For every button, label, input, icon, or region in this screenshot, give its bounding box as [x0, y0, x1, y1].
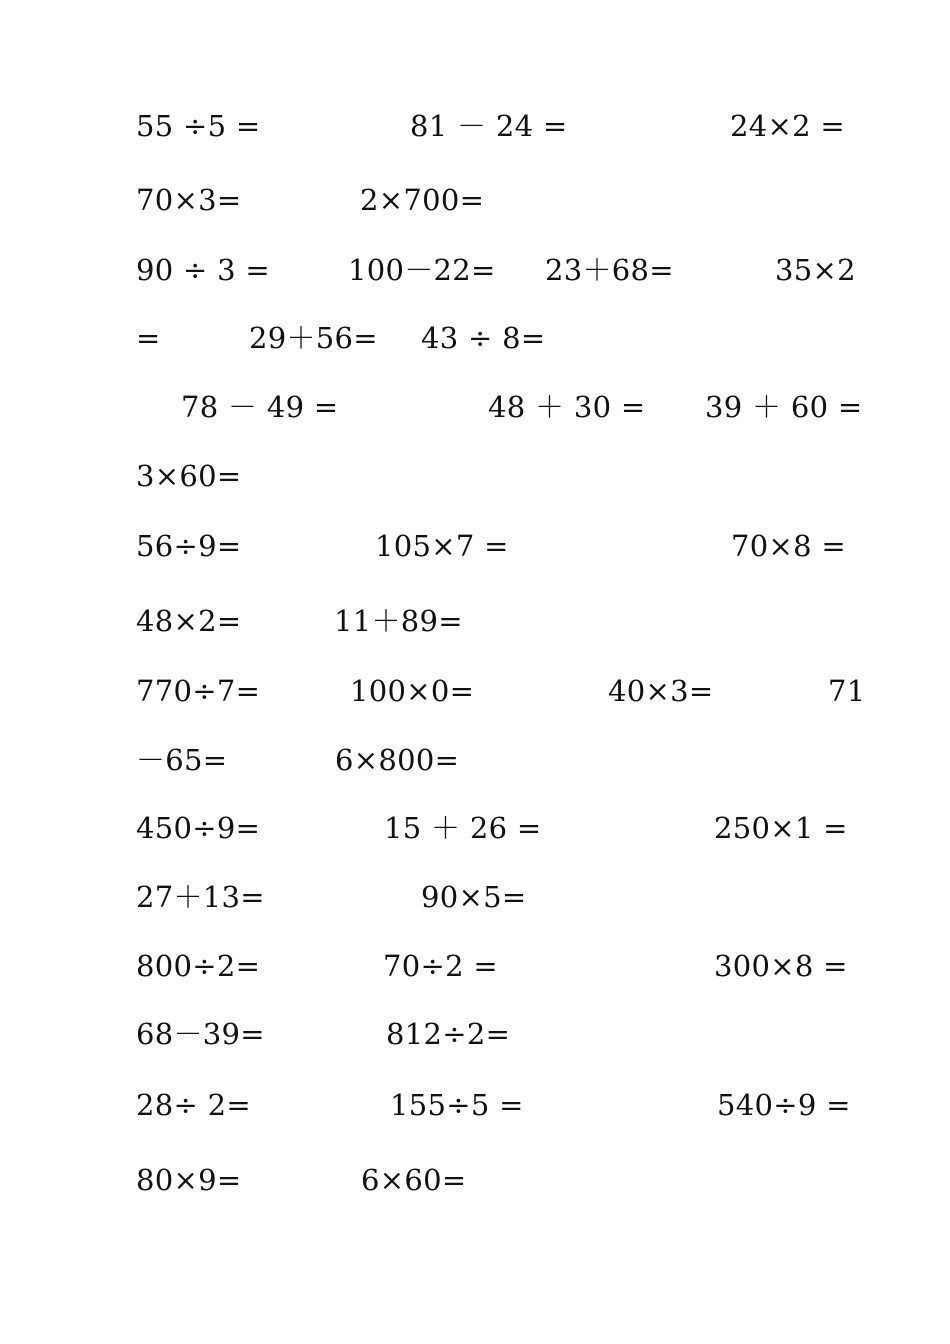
problem: 100－22= [348, 253, 496, 287]
problem: 40×3= [608, 674, 714, 708]
problem: 24×2 = [730, 109, 845, 143]
problem: = [136, 321, 161, 355]
problem: 27＋13= [136, 880, 265, 914]
problem: 90×5= [421, 880, 527, 914]
problem: 81 － 24 = [410, 109, 568, 143]
problem: 80×9= [136, 1163, 242, 1197]
problem: 11＋89= [334, 604, 463, 638]
problem: 540÷9 = [717, 1088, 851, 1122]
problem: 155÷5 = [390, 1088, 524, 1122]
problem: 35×2 [775, 253, 856, 287]
problem: 70×3= [136, 183, 242, 217]
problem: 90 ÷ 3 = [136, 253, 271, 287]
problem: 48×2= [136, 604, 242, 638]
problem: 770÷7= [136, 674, 261, 708]
problem: 56÷9= [136, 529, 242, 563]
problem: －65= [136, 743, 228, 777]
problem: 39 ＋ 60 = [705, 390, 863, 424]
problem: 71 [828, 674, 866, 708]
problem: 78 － 49 = [181, 390, 339, 424]
problem: 55 ÷5 = [136, 109, 261, 143]
problem: 48 ＋ 30 = [488, 390, 646, 424]
problem: 15 ＋ 26 = [384, 811, 542, 845]
problem: 43 ÷ 8= [421, 321, 546, 355]
problem: 812÷2= [386, 1017, 511, 1051]
problem: 3×60= [136, 459, 242, 493]
problem: 2×700= [360, 183, 485, 217]
problem: 70÷2 = [383, 949, 498, 983]
problem: 300×8 = [714, 949, 848, 983]
problem: 28÷ 2= [136, 1088, 251, 1122]
problem: 250×1 = [714, 811, 848, 845]
problem: 23＋68= [545, 253, 674, 287]
problem: 105×7 = [375, 529, 509, 563]
problem: 29＋56= [249, 321, 378, 355]
problem: 70×8 = [731, 529, 846, 563]
problem: 100×0= [350, 674, 475, 708]
problem: 68－39= [136, 1017, 265, 1051]
problem: 450÷9= [136, 811, 261, 845]
problem: 800÷2= [136, 949, 261, 983]
problem: 6×800= [335, 743, 460, 777]
problem: 6×60= [361, 1163, 467, 1197]
